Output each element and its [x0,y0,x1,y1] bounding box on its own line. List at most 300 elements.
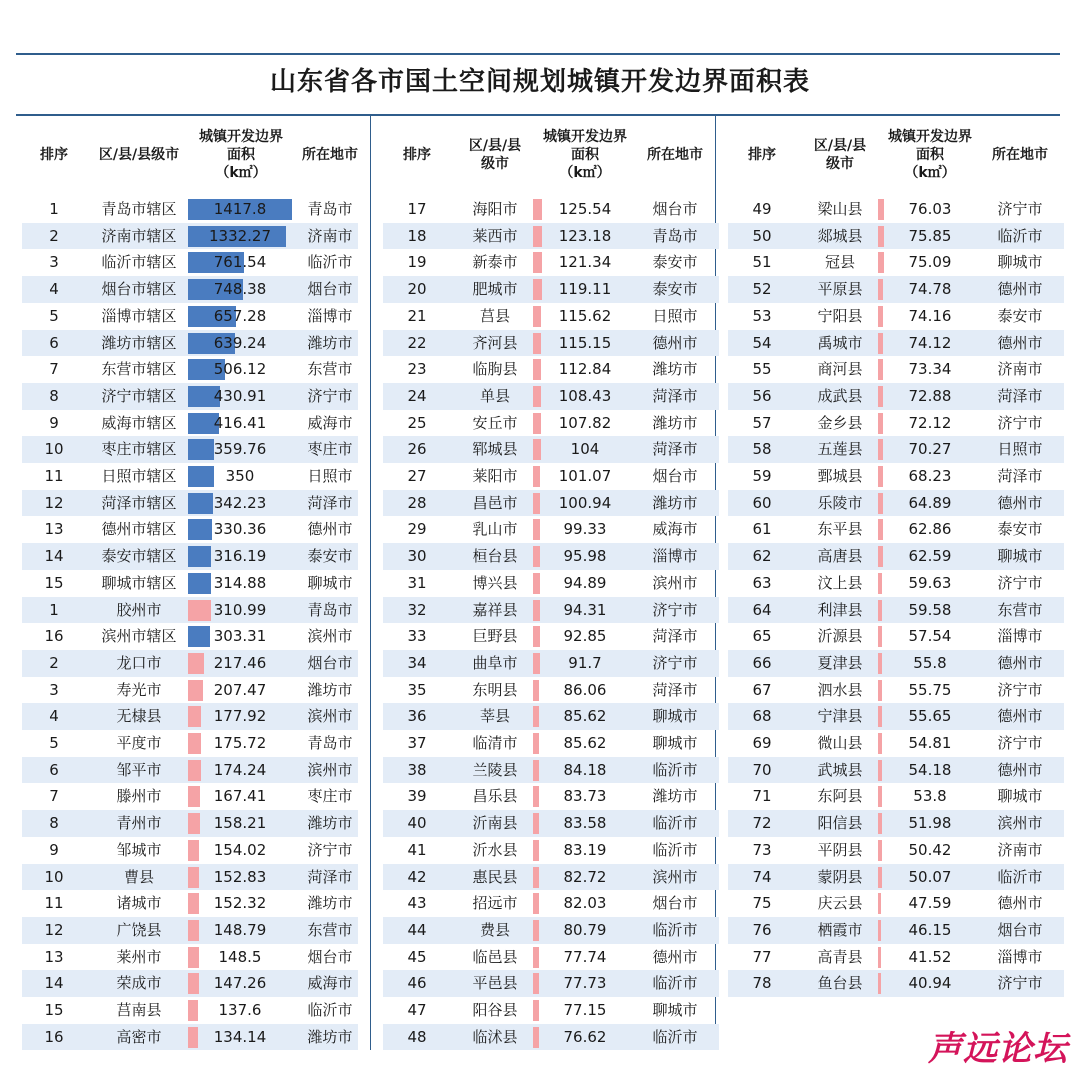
area-value: 59.58 [908,600,952,619]
city-cell: 济宁市 [652,653,698,672]
district-name: 栖霞市 [817,920,863,939]
rank-cell: 3 [49,680,59,699]
area-bar-cell [533,413,637,434]
rank-cell: 9 [49,840,59,859]
rank-cell: 30 [407,547,427,566]
district-name: 青州市 [116,814,162,833]
city-cell: 聊城市 [652,734,698,752]
table-row [728,650,1064,677]
rank-cell: 28 [407,493,427,512]
rank-cell: 62 [752,547,772,566]
city-cell: 烟台市 [997,920,1043,939]
area-bar-cell [533,733,637,754]
area-bar-cell [878,893,982,914]
table-row [383,436,719,463]
city-cell: 滨州市 [652,573,698,592]
table-header [383,116,719,194]
district-name: 莱阳市 [472,467,518,485]
city-cell: 菏泽市 [652,440,698,459]
area-bar-cell [878,920,982,941]
rank-cell: 2 [49,226,59,245]
header-city: 所在地市 [992,147,1048,163]
table-row [383,810,719,837]
rank-cell: 6 [49,333,59,352]
district-name: 平度市 [116,734,162,752]
area-value: 68.23 [908,467,952,485]
city-cell: 德州市 [997,894,1043,913]
table-block-1 [22,116,358,1050]
rank-cell: 37 [407,734,427,752]
area-value: 167.41 [213,787,267,806]
area-bar-cell [188,359,292,380]
rank-cell: 54 [752,333,772,352]
area-bar-cell [188,573,292,594]
area-bar-cell [878,306,982,327]
district-name: 昌乐县 [472,787,518,806]
table-row [728,196,1064,223]
district-name: 夏津县 [817,653,863,672]
district-name: 宁津县 [817,707,863,726]
area-bar-cell [533,973,637,994]
table-row [728,703,1064,730]
rank-cell: 6 [49,760,59,779]
area-value: 330.36 [213,520,267,539]
district-name: 高密市 [116,1027,162,1046]
rank-cell: 8 [49,386,59,405]
area-bar-cell [533,947,637,968]
area-bar-cell [878,279,982,300]
city-cell: 潍坊市 [307,333,353,352]
area-value: 75.85 [908,226,952,245]
table-row [383,276,719,303]
area-bar-cell [188,466,292,487]
rank-cell: 42 [407,867,427,886]
area-bar-cell [533,600,637,621]
city-cell: 菏泽市 [652,386,698,405]
table-row [22,783,358,810]
area-value: 62.86 [908,520,952,539]
table-row [22,383,358,410]
district-name: 滕州市 [116,787,162,806]
rank-cell: 27 [407,467,427,485]
area-value: 207.47 [213,680,267,699]
city-cell: 德州市 [997,493,1043,512]
city-cell: 济宁市 [307,840,353,859]
city-cell: 枣庄市 [307,787,353,806]
table-row [383,703,719,730]
table-row [383,543,719,570]
area-bar-cell [533,1027,637,1048]
area-bar-cell [533,252,637,273]
area-value: 316.19 [213,547,267,566]
area-bar-cell [533,760,637,781]
forum-watermark: 声远论坛 [928,1029,1068,1069]
rank-cell: 12 [44,920,64,939]
rank-cell: 40 [407,814,427,833]
city-cell: 淄博市 [997,947,1043,966]
area-value: 64.89 [908,493,952,512]
area-value: 639.24 [213,333,267,352]
area-value: 506.12 [213,360,267,379]
table-row [728,970,1064,997]
area-bar-cell [188,413,292,434]
district-name: 寿光市 [116,680,162,699]
table-title: 山东省各市国土空间规划城镇开发边界面积表 [269,67,810,97]
area-value: 54.81 [908,734,952,752]
city-cell: 日照市 [307,467,353,485]
city-cell: 德州市 [997,333,1043,352]
district-name: 东营市辖区 [101,360,177,379]
district-name: 荣成市 [116,974,162,993]
table-row [383,730,719,757]
area-value: 119.11 [558,280,612,299]
table-row [728,890,1064,917]
district-name: 淄博市辖区 [101,306,177,325]
table-row [22,703,358,730]
rank-cell: 63 [752,573,772,592]
city-cell: 青岛市 [652,226,698,245]
district-name: 济宁市辖区 [101,386,177,405]
city-cell: 菏泽市 [997,386,1043,405]
rank-cell: 55 [752,360,772,379]
district-name: 龙口市 [116,653,162,672]
table-row [383,383,719,410]
rank-cell: 11 [44,467,64,485]
city-cell: 聊城市 [652,707,698,726]
district-name: 乳山市 [472,520,518,539]
header-district: 区/县/县 级市 [468,138,522,172]
rank-cell: 7 [49,787,59,806]
area-bar-cell [878,359,982,380]
district-name: 邹平市 [116,760,162,779]
rank-cell: 1 [49,200,59,218]
column-divider [370,116,371,1050]
area-bar-cell [878,252,982,273]
district-name: 惠民县 [472,867,518,886]
area-bar-cell [188,333,292,354]
city-cell: 济宁市 [997,200,1043,218]
area-bar-cell [188,893,292,914]
area-value: 99.33 [563,520,607,539]
table-row [383,864,719,891]
city-cell: 烟台市 [307,653,353,672]
area-value: 94.89 [563,573,607,592]
rank-cell: 45 [407,947,427,966]
table-row [383,330,719,357]
table-row [728,516,1064,543]
city-cell: 青岛市 [307,734,353,752]
area-value: 112.84 [558,360,612,379]
area-bar-cell [188,786,292,807]
city-cell: 济宁市 [997,413,1043,432]
area-value: 91.7 [568,653,602,672]
district-name: 梁山县 [817,200,863,218]
city-cell: 烟台市 [307,280,353,299]
area-value: 148.79 [213,920,267,939]
rank-cell: 77 [752,947,772,966]
area-bar-cell [188,813,292,834]
area-bar-cell [188,1027,292,1048]
city-cell: 德州市 [652,947,698,966]
district-name: 阳信县 [817,814,863,833]
district-name: 莱州市 [116,947,162,966]
area-value: 86.06 [563,680,607,699]
table-row [728,917,1064,944]
rank-cell: 13 [44,520,64,539]
area-bar-cell [533,573,637,594]
area-value: 74.16 [908,306,952,325]
table-row [728,864,1064,891]
table-row [383,490,719,517]
rank-cell: 61 [752,520,772,539]
district-name: 沂源县 [817,627,863,646]
area-bar-cell [533,333,637,354]
rank-cell: 31 [407,573,427,592]
district-name: 泰安市辖区 [101,547,177,566]
district-name: 宁阳县 [817,306,863,325]
table-row [22,917,358,944]
area-value: 147.26 [213,974,267,993]
district-name: 巨野县 [472,627,518,646]
city-cell: 潍坊市 [652,360,698,379]
area-bar-cell [188,706,292,727]
city-cell: 聊城市 [997,253,1043,272]
area-value: 342.23 [213,493,267,512]
area-bar-cell [533,626,637,647]
table-row [728,543,1064,570]
rank-cell: 69 [752,734,772,752]
table-row [22,890,358,917]
area-bar-cell [878,680,982,701]
area-bar-cell [188,760,292,781]
rank-cell: 7 [49,360,59,379]
header-district: 区/县/县级市 [98,147,180,163]
area-value: 73.34 [908,360,952,379]
table-row [383,597,719,624]
top-rule [16,53,1060,55]
area-value: 137.6 [218,1001,262,1019]
rank-cell: 58 [752,440,772,459]
rank-cell: 48 [407,1027,427,1046]
rank-cell: 64 [752,600,772,619]
city-cell: 烟台市 [652,894,698,913]
table-row [22,730,358,757]
area-bar-cell [188,600,292,621]
rank-cell: 47 [407,1001,427,1019]
area-value: 76.03 [908,200,952,218]
table-row [22,997,358,1024]
district-name: 平邑县 [472,974,518,993]
area-bar-cell [878,760,982,781]
rank-cell: 35 [407,680,427,699]
table-row [728,223,1064,250]
area-bar-cell [533,1000,637,1021]
area-bar-cell [878,226,982,247]
city-cell: 临沂市 [652,760,698,779]
district-name: 潍坊市辖区 [101,333,177,352]
city-cell: 济南市 [307,226,353,245]
area-value: 55.75 [908,680,952,699]
district-name: 阳谷县 [472,1001,518,1019]
area-bar-cell [533,493,637,514]
rank-cell: 19 [407,253,427,272]
city-cell: 济宁市 [307,386,353,405]
area-value: 115.62 [558,306,612,325]
area-bar-cell [188,546,292,567]
city-cell: 青岛市 [307,600,353,619]
table-row [728,570,1064,597]
area-value: 108.43 [558,386,612,405]
city-cell: 潍坊市 [307,1027,353,1046]
district-name: 微山县 [817,734,863,752]
area-bar-cell [878,439,982,460]
district-name: 冠县 [824,253,855,272]
city-cell: 菏泽市 [307,867,353,886]
city-cell: 临沂市 [652,1027,698,1046]
rank-cell: 14 [44,547,64,566]
area-bar-cell [188,439,292,460]
area-value: 125.54 [558,200,612,218]
city-cell: 德州市 [997,653,1043,672]
area-value: 134.14 [213,1027,267,1046]
area-bar-cell [188,1000,292,1021]
rank-cell: 75 [752,894,772,913]
city-cell: 淄博市 [997,627,1043,646]
district-name: 高青县 [817,947,863,966]
rank-cell: 65 [752,627,772,646]
city-cell: 枣庄市 [307,440,353,459]
table-row [22,650,358,677]
district-name: 齐河县 [472,333,518,352]
rank-cell: 49 [752,200,772,218]
city-cell: 滨州市 [997,814,1043,833]
district-name: 济南市辖区 [101,226,177,245]
rank-cell: 14 [44,974,64,993]
area-value: 72.12 [908,413,952,432]
area-bar-cell [188,626,292,647]
city-cell: 德州市 [307,520,353,539]
rank-cell: 51 [752,253,772,272]
area-bar-cell [188,867,292,888]
area-bar-cell [188,199,292,220]
table-row [22,463,358,490]
district-name: 青岛市辖区 [101,200,177,218]
district-name: 莘县 [479,707,510,726]
district-name: 沂南县 [472,814,518,833]
city-cell: 烟台市 [307,947,353,966]
table-row [22,1024,358,1051]
area-value: 41.52 [908,947,952,966]
rank-cell: 17 [407,200,427,218]
area-bar-cell [878,867,982,888]
district-name: 高唐县 [817,547,863,566]
area-value: 152.32 [213,894,267,913]
area-bar-cell [188,279,292,300]
area-bar-cell [533,439,637,460]
city-cell: 济宁市 [652,600,698,619]
area-value: 1332.27 [208,226,272,245]
city-cell: 临沂市 [652,974,698,993]
table-header [22,116,358,194]
district-name: 平原县 [817,280,863,299]
table-row [22,303,358,330]
rank-cell: 70 [752,760,772,779]
city-cell: 临沂市 [652,814,698,833]
rank-cell: 5 [49,306,59,325]
district-name: 桓台县 [472,547,518,566]
area-bar-cell [533,226,637,247]
city-cell: 滨州市 [307,760,353,779]
area-bar-cell [878,840,982,861]
area-value: 95.98 [563,547,607,566]
rank-cell: 46 [407,974,427,993]
area-bar-cell [533,680,637,701]
district-name: 临沂市辖区 [101,253,177,272]
rank-cell: 10 [44,867,64,886]
area-value: 104 [570,440,600,459]
city-cell: 德州市 [997,760,1043,779]
area-bar-cell [533,893,637,914]
area-value: 74.78 [908,280,952,299]
area-bar-cell [878,413,982,434]
table-row [22,330,358,357]
table-block-2 [383,116,719,1050]
district-name: 费县 [479,920,510,939]
rank-cell: 16 [44,627,64,646]
table-block-3 [728,116,1064,1050]
district-name: 禹城市 [817,333,863,352]
table-row [383,783,719,810]
area-bar-cell [188,947,292,968]
rank-cell: 56 [752,386,772,405]
area-value: 72.88 [908,386,952,405]
city-cell: 临沂市 [652,840,698,859]
area-value: 85.62 [563,734,607,752]
area-bar-cell [878,786,982,807]
table-row [22,970,358,997]
area-bar-cell [533,653,637,674]
area-value: 123.18 [558,226,612,245]
city-cell: 聊城市 [997,547,1043,566]
rank-cell: 34 [407,653,427,672]
rank-cell: 36 [407,707,427,726]
district-name: 临朐县 [472,360,518,379]
area-value: 85.62 [563,707,607,726]
rank-cell: 8 [49,814,59,833]
rank-cell: 29 [407,520,427,539]
district-name: 广饶县 [116,920,162,939]
header-rank: 排序 [403,147,431,163]
area-value: 53.8 [913,787,947,806]
area-value: 430.91 [213,386,267,405]
rank-cell: 38 [407,760,427,779]
rank-cell: 66 [752,653,772,672]
area-value: 115.15 [558,333,612,352]
rank-cell: 1 [49,600,59,619]
city-cell: 泰安市 [307,547,353,566]
area-value: 83.73 [563,787,607,806]
rank-cell: 33 [407,627,427,646]
district-name: 安丘市 [472,413,518,432]
table-row [383,516,719,543]
table-row [728,757,1064,784]
city-cell: 威海市 [307,413,353,432]
district-name: 莒南县 [116,1001,162,1019]
area-value: 101.07 [558,467,612,485]
rank-cell: 73 [752,840,772,859]
header-city: 所在地市 [647,147,703,163]
rank-cell: 57 [752,413,772,432]
